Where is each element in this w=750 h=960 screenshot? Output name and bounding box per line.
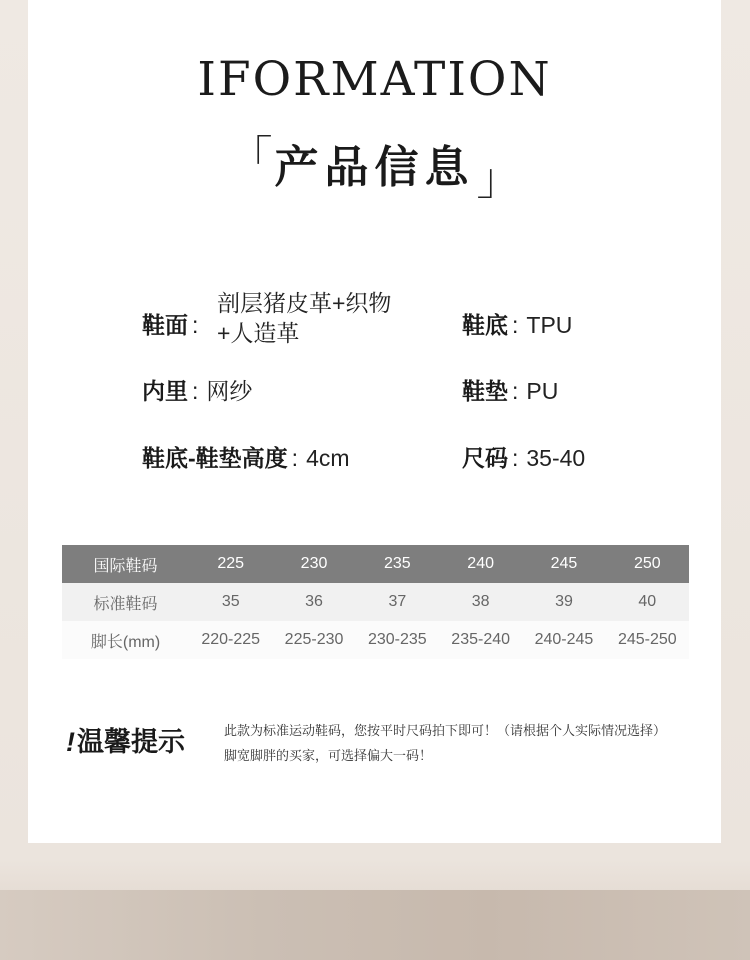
info-card	[28, 0, 721, 843]
tip-line-2: 脚宽脚胖的买家，可选择偏大一码！	[224, 748, 433, 763]
spec-value: 网纱	[206, 378, 253, 404]
right-bracket: 」	[476, 154, 521, 205]
exclamation-icon: !	[66, 727, 75, 757]
table-row	[62, 583, 689, 621]
table-cell: 39	[522, 583, 605, 621]
spec-sole: 鞋底 : TPU	[462, 312, 573, 338]
spec-upper: 鞋面 :	[142, 312, 199, 338]
spec-size: 尺码 : 35-40	[462, 445, 586, 471]
row-header: 脚长(mm)	[62, 621, 189, 659]
left-bracket: 「	[228, 132, 273, 183]
spec-value-line2: +人造革	[217, 320, 300, 346]
table-cell: 250	[606, 545, 689, 583]
tip-line-1: 此款为标准运动鞋码，您按平时尺码拍下即可！（请根据个人实际情况选择）	[224, 723, 667, 738]
spec-label: 鞋底	[462, 312, 508, 338]
spec-height: 鞋底-鞋垫高度 : 4cm	[142, 445, 350, 471]
table-cell: 240-245	[522, 621, 605, 659]
tip-heading: 温馨提示	[77, 727, 185, 757]
table-row	[62, 545, 689, 583]
table-cell: 245-250	[606, 621, 689, 659]
table-cell: 245	[522, 545, 605, 583]
spec-label: 鞋面	[142, 312, 188, 338]
spec-value: PU	[526, 378, 559, 404]
spec-value: TPU	[526, 312, 573, 338]
spec-lining: 内里 : 网纱	[142, 378, 253, 404]
title-en: IFORMATION	[197, 52, 552, 107]
spec-value: 剖层猪皮革+织物	[217, 290, 392, 316]
tip-text	[224, 718, 704, 768]
spec-value: 4cm	[306, 445, 350, 471]
table-cell: 225-230	[272, 621, 355, 659]
table-cell: 40	[606, 583, 689, 621]
table-cell: 37	[356, 583, 439, 621]
table-cell: 220-225	[189, 621, 272, 659]
table-cell: 35	[189, 583, 272, 621]
spec-value: 35-40	[526, 445, 586, 471]
bottom-band	[0, 890, 750, 960]
spec-label: 尺码	[462, 445, 508, 471]
table-cell: 240	[439, 545, 522, 583]
title-cn-block	[28, 132, 721, 205]
table-cell: 36	[272, 583, 355, 621]
table-cell: 230	[272, 545, 355, 583]
row-header: 标准鞋码	[62, 583, 189, 621]
tip-title	[66, 720, 185, 759]
table-cell: 235-240	[439, 621, 522, 659]
table-cell: 230-235	[356, 621, 439, 659]
title-cn: 产品信息	[274, 143, 475, 192]
table-cell: 235	[356, 545, 439, 583]
size-table	[62, 545, 689, 659]
table-cell: 225	[189, 545, 272, 583]
table-cell: 38	[439, 583, 522, 621]
spec-insole: 鞋垫 : PU	[462, 378, 559, 404]
table-row	[62, 621, 689, 659]
spec-label: 内里	[142, 378, 188, 404]
spec-upper-value	[217, 288, 391, 348]
spec-label: 鞋底-鞋垫高度	[142, 445, 288, 471]
spec-label: 鞋垫	[462, 378, 508, 404]
row-header: 国际鞋码	[62, 545, 189, 583]
